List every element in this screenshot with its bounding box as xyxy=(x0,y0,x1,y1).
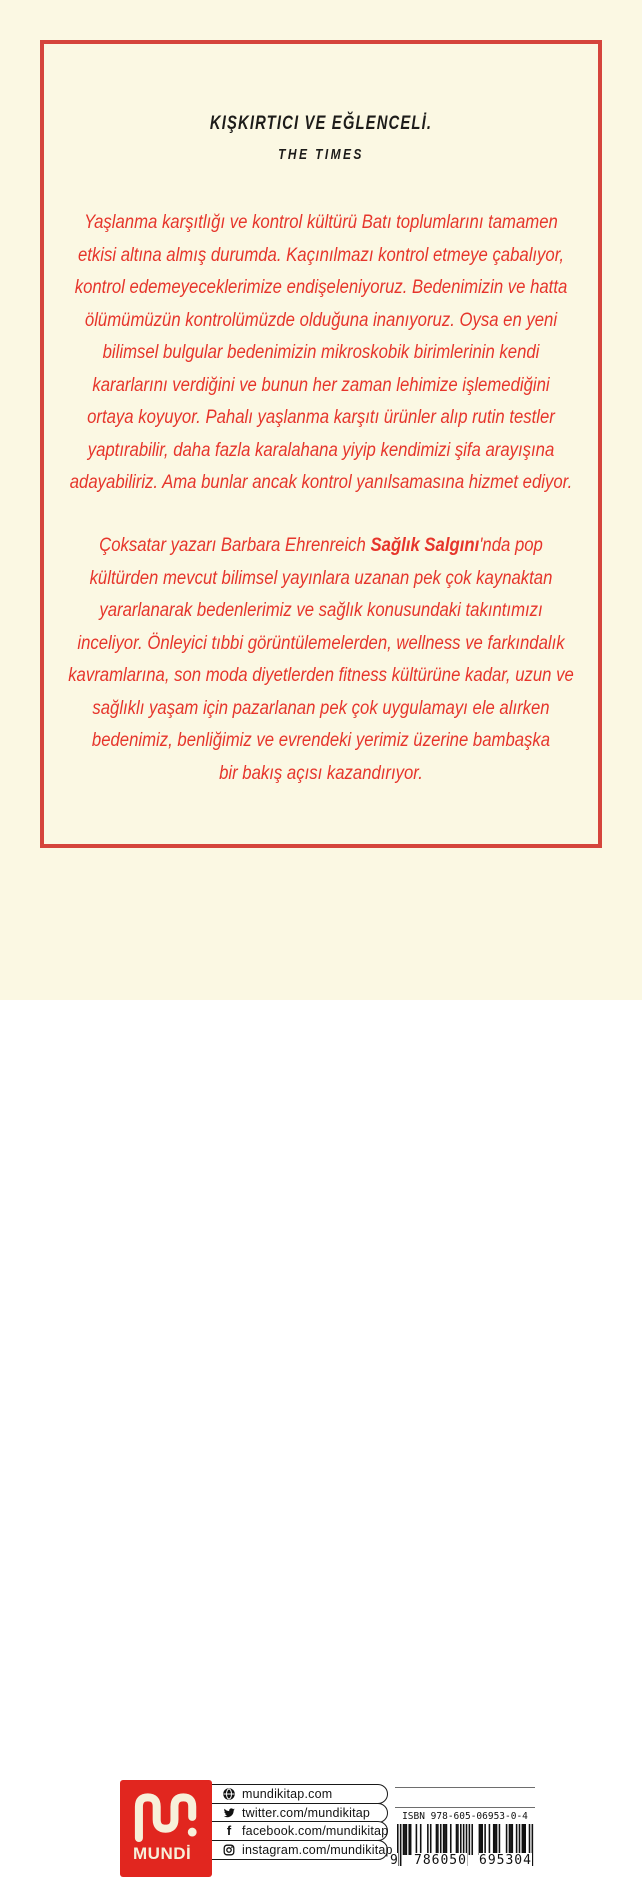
barcode-top-rule xyxy=(395,1787,535,1788)
paragraph-line: bedenimiz, benliğimiz ve evrendeki yerimiz üzerine bambaşka xyxy=(91,730,551,751)
review-quote-block xyxy=(0,112,642,163)
globe-icon xyxy=(223,1788,235,1800)
synopsis-paragraph-2 xyxy=(39,530,604,790)
paragraph-line: Yaşlanma karşıtlığı ve kontrol kültürü Batı toplumlarını tamamen xyxy=(84,212,558,233)
review-quote-source: THE TIMES xyxy=(278,146,364,163)
synopsis-paragraph-1 xyxy=(39,207,604,500)
paragraph-line: yaptırabilir, daha fazla karalahana yiyip kendimizi şifa arayışına xyxy=(87,439,555,461)
facebook-icon: f xyxy=(226,1823,232,1838)
paragraph-line: bilimsel bulgular bedenimizin mikroskobik birimlerinin kendi xyxy=(102,342,540,363)
barcode-second-rule xyxy=(395,1807,535,1808)
paragraph-line: kavramlarına, son moda diyetlerden fitness kültürüne kadar, uzun ve xyxy=(68,665,574,686)
instagram-icon xyxy=(223,1844,235,1856)
paragraph-line: inceliyor. Önleyici tıbbi görüntülemelerden, wellness ve farkındalık xyxy=(77,632,565,654)
paragraph-line: yararlanarak bedenlerimiz ve sağlık konusundaki takıntımızı xyxy=(99,600,543,621)
paragraph-line: adayabiliriz. Ama bunlar ancak kontrol yanılsamasına hizmet ediyor. xyxy=(69,472,573,493)
paragraph-line xyxy=(39,530,604,563)
review-quote-text: KIŞKIRTICI VE EĞLENCELİ. xyxy=(209,112,433,134)
instagram-link-label: instagram.com/mundikitap xyxy=(242,1842,393,1857)
book-title-bold: Sağlık Salgını xyxy=(370,535,480,556)
paragraph-line: kontrol edemeyeceklerimize endişeleniyoruz. Bedenimizin ve hatta xyxy=(74,277,568,298)
isbn-label: ISBN 978-605-06953-0-4 xyxy=(402,1811,528,1822)
paragraph-line: ortaya koyuyor. Pahalı yaşlanma karşıtı ürünler alıp rutin testler xyxy=(87,407,555,428)
ean-left-group: 786050 xyxy=(414,1853,467,1868)
twitter-icon xyxy=(223,1807,235,1819)
paragraph-line: kültürden mevcut bilimsel yayınlara uzanan pek çok kaynaktan xyxy=(89,567,553,589)
publisher-footer xyxy=(0,880,642,1868)
paragraph-line: bir bakış açısı kazandırıyor. xyxy=(219,762,423,784)
ean-first-digit: 9 xyxy=(390,1853,398,1868)
line-text: 'nda pop xyxy=(479,535,543,556)
ean-right-group: 695304 xyxy=(479,1853,532,1868)
mundi-wave-mark-icon xyxy=(133,1791,199,1841)
paragraph-line: sağlıklı yaşam için pazarlanan pek çok uygulamayı ele alırken xyxy=(92,697,550,719)
twitter-link-label: twitter.com/mundikitap xyxy=(242,1805,371,1820)
isbn-barcode-box xyxy=(388,1780,542,1874)
mundi-wordmark: MUNDİ xyxy=(133,1844,192,1863)
line-text: Çoksatar yazarı Barbara Ehrenreich xyxy=(99,535,371,556)
paragraph-line: etkisi altına almış durumda. Kaçınılmazı kontrol etmeye çabalıyor, xyxy=(77,244,565,266)
paragraph-line: kararlarını verdiğini ve bunun her zaman lehimize işlemediğini xyxy=(92,374,550,396)
facebook-link-label: facebook.com/mundikitap xyxy=(242,1824,389,1838)
paragraph-line: ölümümüzün kontrolümüzde olduğuna inanıyoruz. Oysa en yeni xyxy=(84,309,558,331)
website-link-label: mundikitap.com xyxy=(242,1787,333,1801)
mundi-logo xyxy=(120,1780,212,1877)
